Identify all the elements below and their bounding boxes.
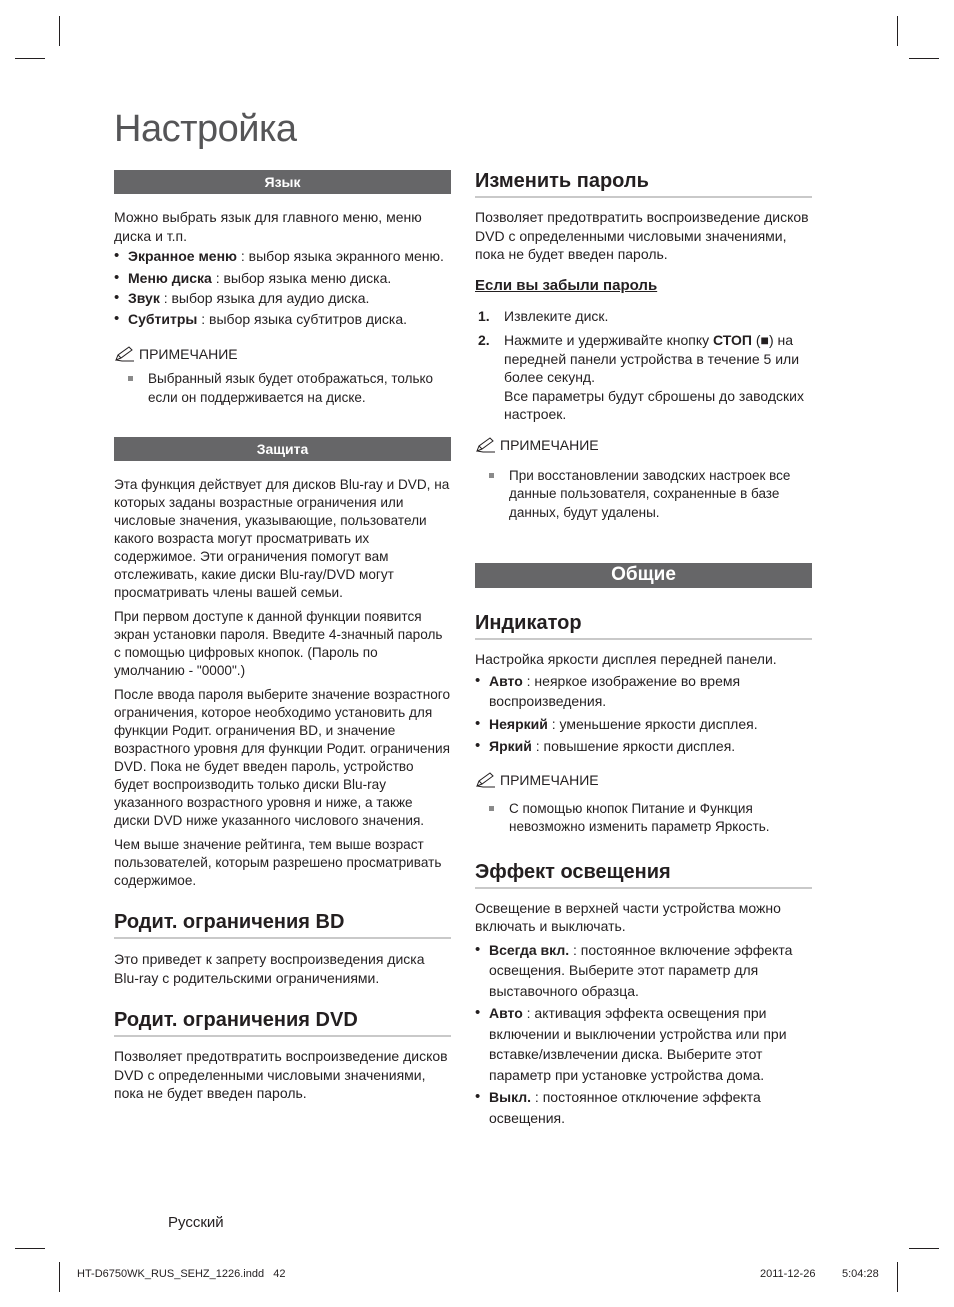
security-paragraph: Чем выше значение рейтинга, тем выше возраст пользователей, которым разрешено просматривать содержимое.: [114, 837, 442, 888]
crop-mark: [15, 58, 45, 59]
right-column: [475, 170, 812, 1128]
language-note: Выбранный язык будет отображаться, только если он поддерживается на диске.: [114, 370, 451, 407]
list-item: 2. Нажмите и удерживайте кнопку СТОП (■) на передней панели устройства в течение 5 или более секунд. Все параметры будут сброшены до заводских настроек.: [478, 332, 804, 422]
pencil-icon: [114, 346, 136, 362]
lighting-intro: Освещение в верхней части устройства можно включать и выключать.: [475, 899, 781, 934]
note-heading: ПРИМЕЧАНИЕ: [114, 346, 451, 362]
crop-mark: [909, 58, 939, 59]
heading-dvd: Родит. ограничения DVD: [114, 1009, 451, 1037]
steps-list: [475, 307, 812, 424]
section-bar-language: Язык: [114, 170, 451, 194]
slug-file: HT-D6750WK_RUS_SEHZ_1226.indd 42: [77, 1268, 286, 1280]
lighting-list: [475, 940, 812, 1129]
note-heading: ПРИМЕЧАНИЕ: [475, 437, 812, 453]
pencil-icon: [475, 437, 497, 453]
crop-mark: [59, 1262, 60, 1292]
indicator-intro: Настройка яркости дисплея передней панели.: [475, 651, 777, 667]
indicator-note: С помощью кнопок Питание и Функция невозможно изменить параметр Яркость.: [475, 800, 812, 837]
list-item: • Авто : активация эффекта освещения при включении и выключении устройства или при вставке/извлечении диска. Выберите этот параметр при установке устройства дома.: [475, 1003, 812, 1085]
password-text: Позволяет предотвратить воспроизведение дисков DVD с определенными числовыми значениями, пока не будет введен пароль.: [475, 209, 809, 262]
pencil-icon: [475, 772, 497, 788]
list-item: • Яркий : повышение яркости дисплея.: [475, 737, 812, 756]
bullet-square-icon: [489, 473, 494, 478]
indicator-list: [475, 671, 812, 756]
security-paragraph: После ввода пароля выберите значение возрастного ограничения, которое необходимо установить для функции Родит. ограничения BD, и значение возрастного уровня для функции Родит. ограничения DVD. Пока не будет введен пароль, устройство будет воспроизводить только диски Blu-ray указанного возрастного уровня и ниже, а также диски DVD ниже указанного числового значения.: [114, 687, 450, 828]
bd-text: Это приведет к запрету воспроизведения диска Blu-ray с родительскими ограничениями.: [114, 951, 425, 986]
list-item: • Звук : выбор языка для аудио диска.: [114, 289, 451, 308]
language-list: [114, 247, 451, 328]
heading-forgot-password: Если вы забыли пароль: [475, 276, 658, 294]
slug-date: 2011-12-26: [760, 1268, 816, 1280]
crop-mark: [897, 16, 898, 46]
crop-mark: [897, 1262, 898, 1292]
list-item: • Неяркий : уменьшение яркости дисплея.: [475, 715, 812, 734]
crop-mark: [15, 1248, 45, 1249]
dvd-text: Позволяет предотвратить воспроизведение дисков DVD с определенными числовыми значениями, пока не будет введен пароль.: [114, 1048, 448, 1101]
note-heading: ПРИМЕЧАНИЕ: [475, 772, 812, 788]
section-bar-security: Защита: [114, 437, 451, 461]
list-item: • Выкл. : постоянное отключение эффекта освещения.: [475, 1087, 812, 1128]
language-intro: Можно выбрать язык для главного меню, меню диска и т.п.: [114, 209, 422, 244]
heading-bd: Родит. ограничения BD: [114, 911, 451, 939]
left-column: [114, 170, 451, 1103]
heading-lighting-effect: Эффект освещения: [475, 861, 812, 889]
reset-note: При восстановлении заводских настроек все данные пользователя, сохраненные в базе данных, будут удалены.: [475, 467, 812, 523]
list-item: • Всегда вкл. : постоянное включение эффекта освещения. Выберите этот параметр для выставочного образца.: [475, 940, 812, 1002]
list-item: • Экранное меню : выбор языка экранного меню.: [114, 247, 451, 266]
list-item: • Субтитры : выбор языка субтитров диска.: [114, 310, 451, 329]
security-paragraph: Эта функция действует для дисков Blu-ray и DVD, на которых заданы возрастные ограничения или числовые значения, указывающие, пользователи какого возраста могут просматривать их содержимое. Эти ограничения помогут вам отслеживать, какие диски Blu-ray/DVD могут просматривать члены вашей семьи.: [114, 477, 450, 600]
crop-mark: [909, 1248, 939, 1249]
footer-language: Русский: [168, 1214, 224, 1231]
bullet-square-icon: [128, 376, 133, 381]
section-bar-general: Общие: [475, 563, 812, 588]
page-title: Настройка: [114, 108, 297, 150]
security-paragraph: При первом доступе к данной функции появится экран установки пароля. Введите 4-значный пароль с помощью цифровых кнопок. (Пароль по умолчанию - "0000".): [114, 609, 443, 678]
list-item: • Авто : неяркое изображение во время воспроизведения.: [475, 671, 812, 712]
heading-change-password: Изменить пароль: [475, 170, 812, 198]
slug-time: 5:04:28: [842, 1268, 879, 1280]
heading-indicator: Индикатор: [475, 612, 812, 640]
list-item: • Меню диска : выбор языка меню диска.: [114, 269, 451, 288]
bullet-square-icon: [489, 806, 494, 811]
list-item: 1. Извлеките диск.: [478, 307, 609, 324]
crop-mark: [59, 16, 60, 46]
